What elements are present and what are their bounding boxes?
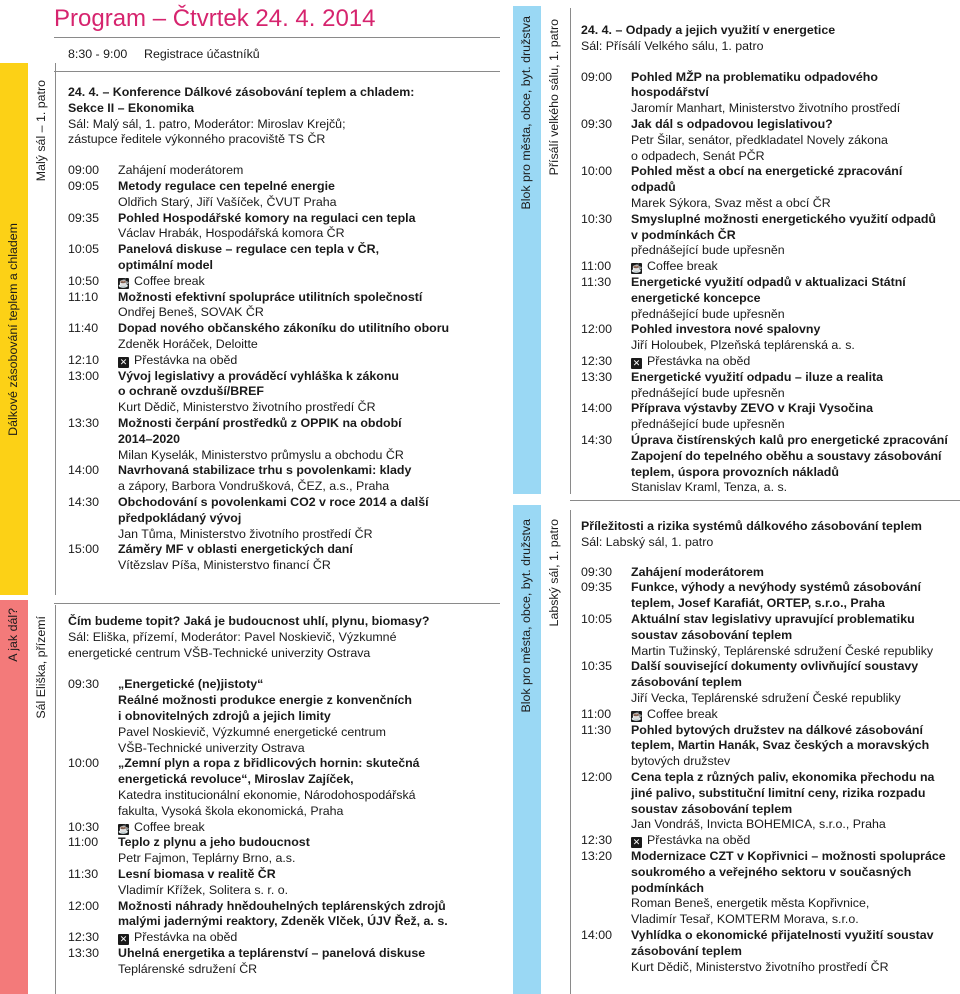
- session-topit: [68, 614, 508, 978]
- item-time: 12:30: [68, 930, 100, 945]
- item-title: „Energetické (ne)jistoty“: [118, 677, 264, 692]
- item-speaker: Zdeněk Horáček, Deloitte: [118, 336, 258, 351]
- item-time: 14:30: [581, 432, 613, 447]
- divider: [570, 510, 571, 994]
- coffee-icon: ☕: [118, 823, 130, 834]
- item-speaker: Jiří Holoubek, Plzeňská teplárenská a. s.: [631, 338, 855, 353]
- item-time: 11:40: [68, 321, 99, 336]
- item-time: 14:00: [581, 401, 613, 416]
- item-time: 11:10: [68, 289, 99, 304]
- divider: [55, 605, 56, 994]
- item-speaker: Vladimír Tesař, KOMTERM Morava, s.r.o.: [631, 912, 859, 927]
- item-time: 12:00: [68, 898, 100, 913]
- item-break: [118, 274, 508, 290]
- item-speaker: Jan Vondráš, Invicta BOHEMICA, s.r.o., Praha: [631, 817, 886, 832]
- item-title: Pohled Hospodářské komory na regulaci cen tepla: [118, 210, 416, 225]
- program-item: [68, 353, 508, 369]
- item-title: Smysluplné možnosti energetického využití odpadů: [631, 211, 936, 226]
- session-info: energetické centrum VŠB-Technické univerzity Ostrava: [68, 645, 371, 660]
- item-title: soustav zásobování teplem: [631, 627, 793, 642]
- item-title: Pohled MŽP na problematiku odpadového hospodářství: [631, 69, 878, 100]
- item-title: Pohled bytových družstev na dálkové zásobování: [631, 722, 923, 737]
- item-time: 11:00: [581, 706, 612, 721]
- item-title: Modernizace CZT v Kopřivnici – možnosti spolupráce: [631, 848, 946, 863]
- item-break: [631, 833, 956, 849]
- program-item: [68, 211, 508, 243]
- item-break: [631, 354, 956, 370]
- item-time: 13:20: [581, 848, 613, 863]
- program-item: [581, 928, 956, 975]
- coffee-icon: ☕: [631, 263, 643, 274]
- item-text: Coffee break: [134, 819, 205, 834]
- item-title: Další související dokumenty ovlivňující soustavy: [631, 659, 919, 674]
- session-title: Čím budeme topit? Jaká je budoucnost uhlí, plynu, biomasy?: [68, 614, 430, 628]
- item-title: Panelová diskuse – regulace cen tepla v ČR,: [118, 242, 380, 257]
- item-time: 09:35: [68, 210, 100, 225]
- program-item: [581, 70, 956, 117]
- divider: [54, 603, 500, 604]
- item-text: Přestávka na oběd: [647, 353, 751, 368]
- item-break: [631, 259, 956, 275]
- item-title: Zahájení moderátorem: [631, 564, 764, 579]
- item-title: Vývoj legislativy a prováděcí vyhláška k zákonu: [118, 368, 399, 383]
- program-item: [68, 820, 508, 836]
- program-item: [581, 164, 956, 211]
- item-speaker: přednášející bude upřesněn: [631, 243, 785, 258]
- session-info: zástupce ředitele výkonného pracoviště TS ČR: [68, 132, 326, 147]
- program-item: [68, 930, 508, 946]
- item-title: předpokládaný vývoj: [118, 510, 242, 525]
- item-speaker: Jaromír Manhart, Ministerstvo životního prostředí: [631, 101, 901, 116]
- item-title: Lesní biomasa v realitě ČR: [118, 866, 276, 881]
- item-title: i obnovitelných zdrojů a jejich limity: [118, 708, 331, 723]
- program-item: [68, 677, 508, 756]
- item-title: Reálné možnosti produkce energie z konvenčních: [118, 693, 413, 708]
- item-speaker: Petr Fajmon, Teplárny Brno, a.s.: [118, 851, 296, 866]
- program-item: [581, 259, 956, 275]
- item-time: 12:00: [581, 769, 613, 784]
- item-time: 10:30: [581, 211, 613, 226]
- item-title: Pohled měst a obcí na energetické zpracování: [631, 164, 903, 179]
- item-time: 12:30: [581, 833, 613, 848]
- divider: [54, 37, 500, 38]
- item-title: 2014–2020: [118, 431, 181, 446]
- session-conference: [68, 85, 508, 574]
- item-speaker: Petr Šilar, senátor, předkladatel Novely zákona: [631, 132, 888, 147]
- item-time: 14:00: [68, 463, 100, 478]
- item-text: Přestávka na oběd: [134, 930, 238, 945]
- session-prilezitosti: [581, 519, 956, 975]
- item-title: energetická revoluce“, Miroslav Zajíček,: [118, 772, 354, 787]
- divider: [54, 71, 500, 72]
- item-speaker: Kurt Dědič, Ministerstvo životního prostředí ČR: [118, 400, 376, 415]
- item-break: [631, 707, 956, 723]
- band-a-jak-dal: [0, 600, 28, 994]
- item-title: Zapojení do tepelného oběhu a soustavy zásobování: [631, 448, 942, 463]
- item-speaker: fakulta, Vysoká škola ekonomická, Praha: [118, 803, 344, 818]
- item-time: 09:30: [581, 564, 613, 579]
- divider: [570, 8, 571, 494]
- item-speaker: přednášející bude upřesněn: [631, 306, 785, 321]
- item-text: Coffee break: [134, 273, 205, 288]
- item-time: 10:35: [581, 659, 613, 674]
- item-time: 11:30: [581, 274, 612, 289]
- band-blok-bottom: Blok pro města, obce, byt. družstva: [513, 505, 541, 994]
- item-speaker: Marek Sýkora, Svaz měst a obcí ČR: [631, 195, 831, 210]
- item-title: soukromého a veřejného sektoru v současných: [631, 864, 912, 879]
- program-item: [68, 542, 508, 574]
- item-title: Možnosti náhrady hnědouhelných teplárenských zdrojů: [118, 898, 446, 913]
- item-title: zásobování teplem: [631, 675, 742, 690]
- item-time: 13:30: [581, 369, 613, 384]
- divider: [55, 63, 56, 595]
- band-blok-top: Blok pro města, obce, byt. družstva: [513, 6, 541, 494]
- item-title: Záměry MF v oblasti energetických daní: [118, 542, 353, 557]
- item-speaker: Martin Tužinský, Teplárenské sdružení České republiky: [631, 643, 934, 658]
- item-time: 09:00: [581, 69, 613, 84]
- item-time: 12:00: [581, 322, 613, 337]
- coffee-icon: ☕: [631, 710, 643, 721]
- item-title: Vyhlídka o ekonomické přijatelnosti využití soustav: [631, 927, 934, 942]
- item-speaker: Milan Kyselák, Ministerstvo průmyslu a obchodu ČR: [118, 447, 404, 462]
- item-time: 09:05: [68, 178, 100, 193]
- item-speaker: Ondřej Beneš, SOVAK ČR: [118, 305, 264, 320]
- item-title: Energetické využití odpadů v aktualizaci Státní: [631, 274, 906, 289]
- item-title: Funkce, výhody a nevýhody systémů zásobování: [631, 580, 921, 595]
- program-item: [581, 659, 956, 706]
- item-speaker: přednášející bude upřesněn: [631, 417, 785, 432]
- item-time: 12:30: [581, 353, 613, 368]
- item-speaker: a zápory, Barbora Vondrušková, ČEZ, a.s., Praha: [118, 479, 390, 494]
- program-item: [581, 849, 956, 928]
- session-odpady: [581, 23, 956, 496]
- band-room-mid-top: Přísálí velkého sálu, 1. patro: [547, 19, 562, 176]
- lunch-icon: ✕: [632, 837, 641, 848]
- program-item: [68, 369, 508, 416]
- session-info: Sál: Přísálí Velkého sálu, 1. patro: [581, 38, 764, 53]
- item-time: 11:30: [581, 722, 612, 737]
- item-text: Coffee break: [647, 706, 718, 721]
- item-speaker: Václav Hrabák, Hospodářská komora ČR: [118, 226, 345, 241]
- program-item: [68, 242, 508, 274]
- item-title: soustav zásobování teplem: [631, 801, 793, 816]
- registration-row: [68, 47, 260, 63]
- item-title: Dopad nového občanského zákoníku do utilitního oboru: [118, 321, 450, 336]
- program-item: [581, 354, 956, 370]
- program-item: [68, 899, 508, 931]
- item-title: Cena tepla z různých paliv, ekonomika přechodu na: [631, 769, 935, 784]
- item-time: 09:35: [581, 580, 613, 595]
- item-title: Úprava čistírenských kalů pro energetické zpracování: [631, 432, 948, 447]
- item-title: Energetické využití odpadu – iluze a realita: [631, 369, 884, 384]
- registration-label: Registrace účastníků: [144, 47, 260, 61]
- item-time: 14:30: [68, 494, 100, 509]
- program-item: [68, 290, 508, 322]
- item-speaker: Katedra institucionální ekonomie, Národohospodářská: [118, 787, 416, 802]
- item-speaker: Zahájení moderátorem: [118, 163, 244, 178]
- item-time: 10:05: [68, 242, 100, 257]
- item-time: 10:30: [68, 819, 100, 834]
- session-title: Příležitosti a rizika systémů dálkového zásobování teplem: [581, 519, 922, 533]
- lunch-icon: ✕: [119, 356, 128, 367]
- item-time: 11:00: [68, 835, 99, 850]
- session-subtitle: Sekce II – Ekonomika: [68, 100, 195, 115]
- program-item: [581, 723, 956, 770]
- item-speaker: Vladimír Křížek, Solitera s. r. o.: [118, 882, 289, 897]
- item-break: [118, 930, 508, 946]
- session-title: 24. 4. – Odpady a jejich využití v energetice: [581, 23, 836, 37]
- program-item: [581, 370, 956, 402]
- session-title: 24. 4. – Konference Dálkové zásobování teplem a chladem:: [68, 85, 415, 99]
- registration-time: 8:30 - 9:00: [68, 47, 128, 61]
- item-time: 13:30: [68, 415, 100, 430]
- item-speaker: Jiří Vecka, Teplárenské sdružení České republiky: [631, 690, 901, 705]
- divider: [570, 500, 960, 501]
- item-speaker: Pavel Noskievič, Výzkumné energetické centrum: [118, 724, 386, 739]
- program-item: [581, 612, 956, 659]
- item-title: Možnosti čerpání prostředků z OPPIK na období: [118, 415, 402, 430]
- item-time: 10:50: [68, 273, 100, 288]
- program-item: [68, 179, 508, 211]
- coffee-icon: ☕: [118, 277, 130, 288]
- item-time: 09:00: [68, 163, 100, 178]
- program-item: [68, 163, 508, 179]
- item-time: 11:30: [68, 866, 99, 881]
- item-time: 15:00: [68, 542, 100, 557]
- item-speaker: přednášející bude upřesněn: [631, 385, 785, 400]
- program-item: [581, 833, 956, 849]
- item-title: Teplo z plynu a jeho budoucnost: [118, 835, 310, 850]
- item-text: Přestávka na oběd: [647, 833, 751, 848]
- item-speaker: Oldřich Starý, Jiří Vašíček, ČVUT Praha: [118, 194, 337, 209]
- item-time: 09:30: [68, 677, 100, 692]
- item-time: 12:10: [68, 352, 100, 367]
- item-speaker: Vítězslav Píša, Ministerstvo financí ČR: [118, 558, 331, 573]
- program-item: [581, 433, 956, 496]
- item-title: odpadů: [631, 180, 676, 195]
- item-title: Obchodování s povolenkami CO2 v roce 2014 a další: [118, 494, 429, 509]
- item-title: Pohled investora nové spalovny: [631, 322, 821, 337]
- item-title: v podmínkách ČR: [631, 227, 736, 242]
- item-title: Aktuální stav legislativy upravující problematiku: [631, 611, 915, 626]
- band-room-mid-bottom: Labský sál, 1. patro: [547, 518, 562, 627]
- lunch-icon: ✕: [632, 357, 641, 368]
- item-title: o ochraně ovzduší/BREF: [118, 384, 264, 399]
- program-item: [68, 867, 508, 899]
- program-item: [581, 322, 956, 354]
- session-info: Sál: Malý sál, 1. patro, Moderátor: Miroslav Krejčů;: [68, 116, 346, 131]
- item-time: 13:00: [68, 368, 100, 383]
- item-title: teplem, Martin Hanák, Svaz českých a moravských: [631, 738, 930, 753]
- program-item: [581, 770, 956, 833]
- item-speaker: o odpadech, Senát PČR: [631, 148, 765, 163]
- program-item: [68, 946, 508, 978]
- program-item: [581, 117, 956, 164]
- program-item: [68, 321, 508, 353]
- item-text: Přestávka na oběd: [134, 352, 238, 367]
- item-title: Uhelná energetika a teplárenství – panelová diskuse: [118, 945, 426, 960]
- program-item: [581, 212, 956, 259]
- item-title: jiné palivo, substituční limitní ceny, rizika rozpadu: [631, 785, 926, 800]
- band-room-left-top: Malý sál – 1. patro: [34, 79, 49, 182]
- item-time: 10:05: [581, 611, 613, 626]
- item-speaker: Kurt Dědič, Ministerstvo životního prostředí ČR: [631, 959, 889, 974]
- program-item: [581, 401, 956, 433]
- item-title: podmínkách: [631, 880, 704, 895]
- program-item: [68, 463, 508, 495]
- program-item: [68, 274, 508, 290]
- band-topic: Dálkové zásobování teplem a chladem: [6, 222, 21, 436]
- program-item: [68, 495, 508, 542]
- item-title: teplem, Josef Karafiát, ORTEP, s.r.o., Praha: [631, 596, 885, 611]
- program-item: [68, 416, 508, 463]
- session-info: Sál: Eliška, přízemí, Moderátor: Pavel Noskievič, Výzkumné: [68, 629, 397, 644]
- item-time: 10:00: [68, 756, 100, 771]
- program-item: [581, 275, 956, 322]
- item-title: „Zemní plyn a ropa z břidlicových hornin: skutečná: [118, 756, 420, 771]
- item-title: energetické koncepce: [631, 290, 761, 305]
- item-speaker: Roman Beneš, energetik města Kopřivnice,: [631, 896, 870, 911]
- page-title: Program – Čtvrtek 24. 4. 2014: [54, 5, 376, 32]
- item-time: 13:30: [68, 945, 100, 960]
- item-speaker: bytových družstev: [631, 754, 731, 769]
- item-title: malými jadernými reaktory, Zdeněk Vlček, ÚJV Řež, a. s.: [118, 914, 448, 929]
- item-time: 09:30: [581, 116, 613, 131]
- program-item: [581, 565, 956, 581]
- item-title: Možnosti efektivní spolupráce utilitních společností: [118, 289, 423, 304]
- item-title: zásobování teplem: [631, 943, 742, 958]
- item-title: Jak dál s odpadovou legislativou?: [631, 116, 833, 131]
- band-topic: A jak dál?: [6, 608, 21, 662]
- session-info: Sál: Labský sál, 1. patro: [581, 534, 714, 549]
- item-title: optimální model: [118, 257, 213, 272]
- item-break: [118, 820, 508, 836]
- program-item: [68, 756, 508, 819]
- item-text: Coffee break: [647, 259, 718, 274]
- item-break: [118, 353, 508, 369]
- item-title: Příprava výstavby ZEVO v Kraji Vysočina: [631, 401, 873, 416]
- lunch-icon: ✕: [119, 934, 128, 945]
- program-item: [68, 835, 508, 867]
- item-title: Navrhovaná stabilizace trhu s povolenkami: klady: [118, 463, 412, 478]
- item-title: Metody regulace cen tepelné energie: [118, 178, 335, 193]
- band-room-left-bottom: Sál Eliška, přízemí: [34, 616, 49, 719]
- item-time: 11:00: [581, 259, 612, 274]
- band-district-heating: [0, 63, 28, 595]
- program-item: [581, 580, 956, 612]
- item-time: 14:00: [581, 927, 613, 942]
- item-speaker: Stanislav Kraml, Tenza, a. s.: [631, 480, 788, 495]
- item-speaker: Teplárenské sdružení ČR: [118, 961, 258, 976]
- item-time: 10:00: [581, 164, 613, 179]
- program-item: [581, 707, 956, 723]
- item-title: teplem, úspora provozních nákladů: [631, 464, 839, 479]
- item-speaker: VŠB-Technické univerzity Ostrava: [118, 740, 305, 755]
- item-speaker: Jan Tůma, Ministerstvo životního prostředí ČR: [118, 526, 373, 541]
